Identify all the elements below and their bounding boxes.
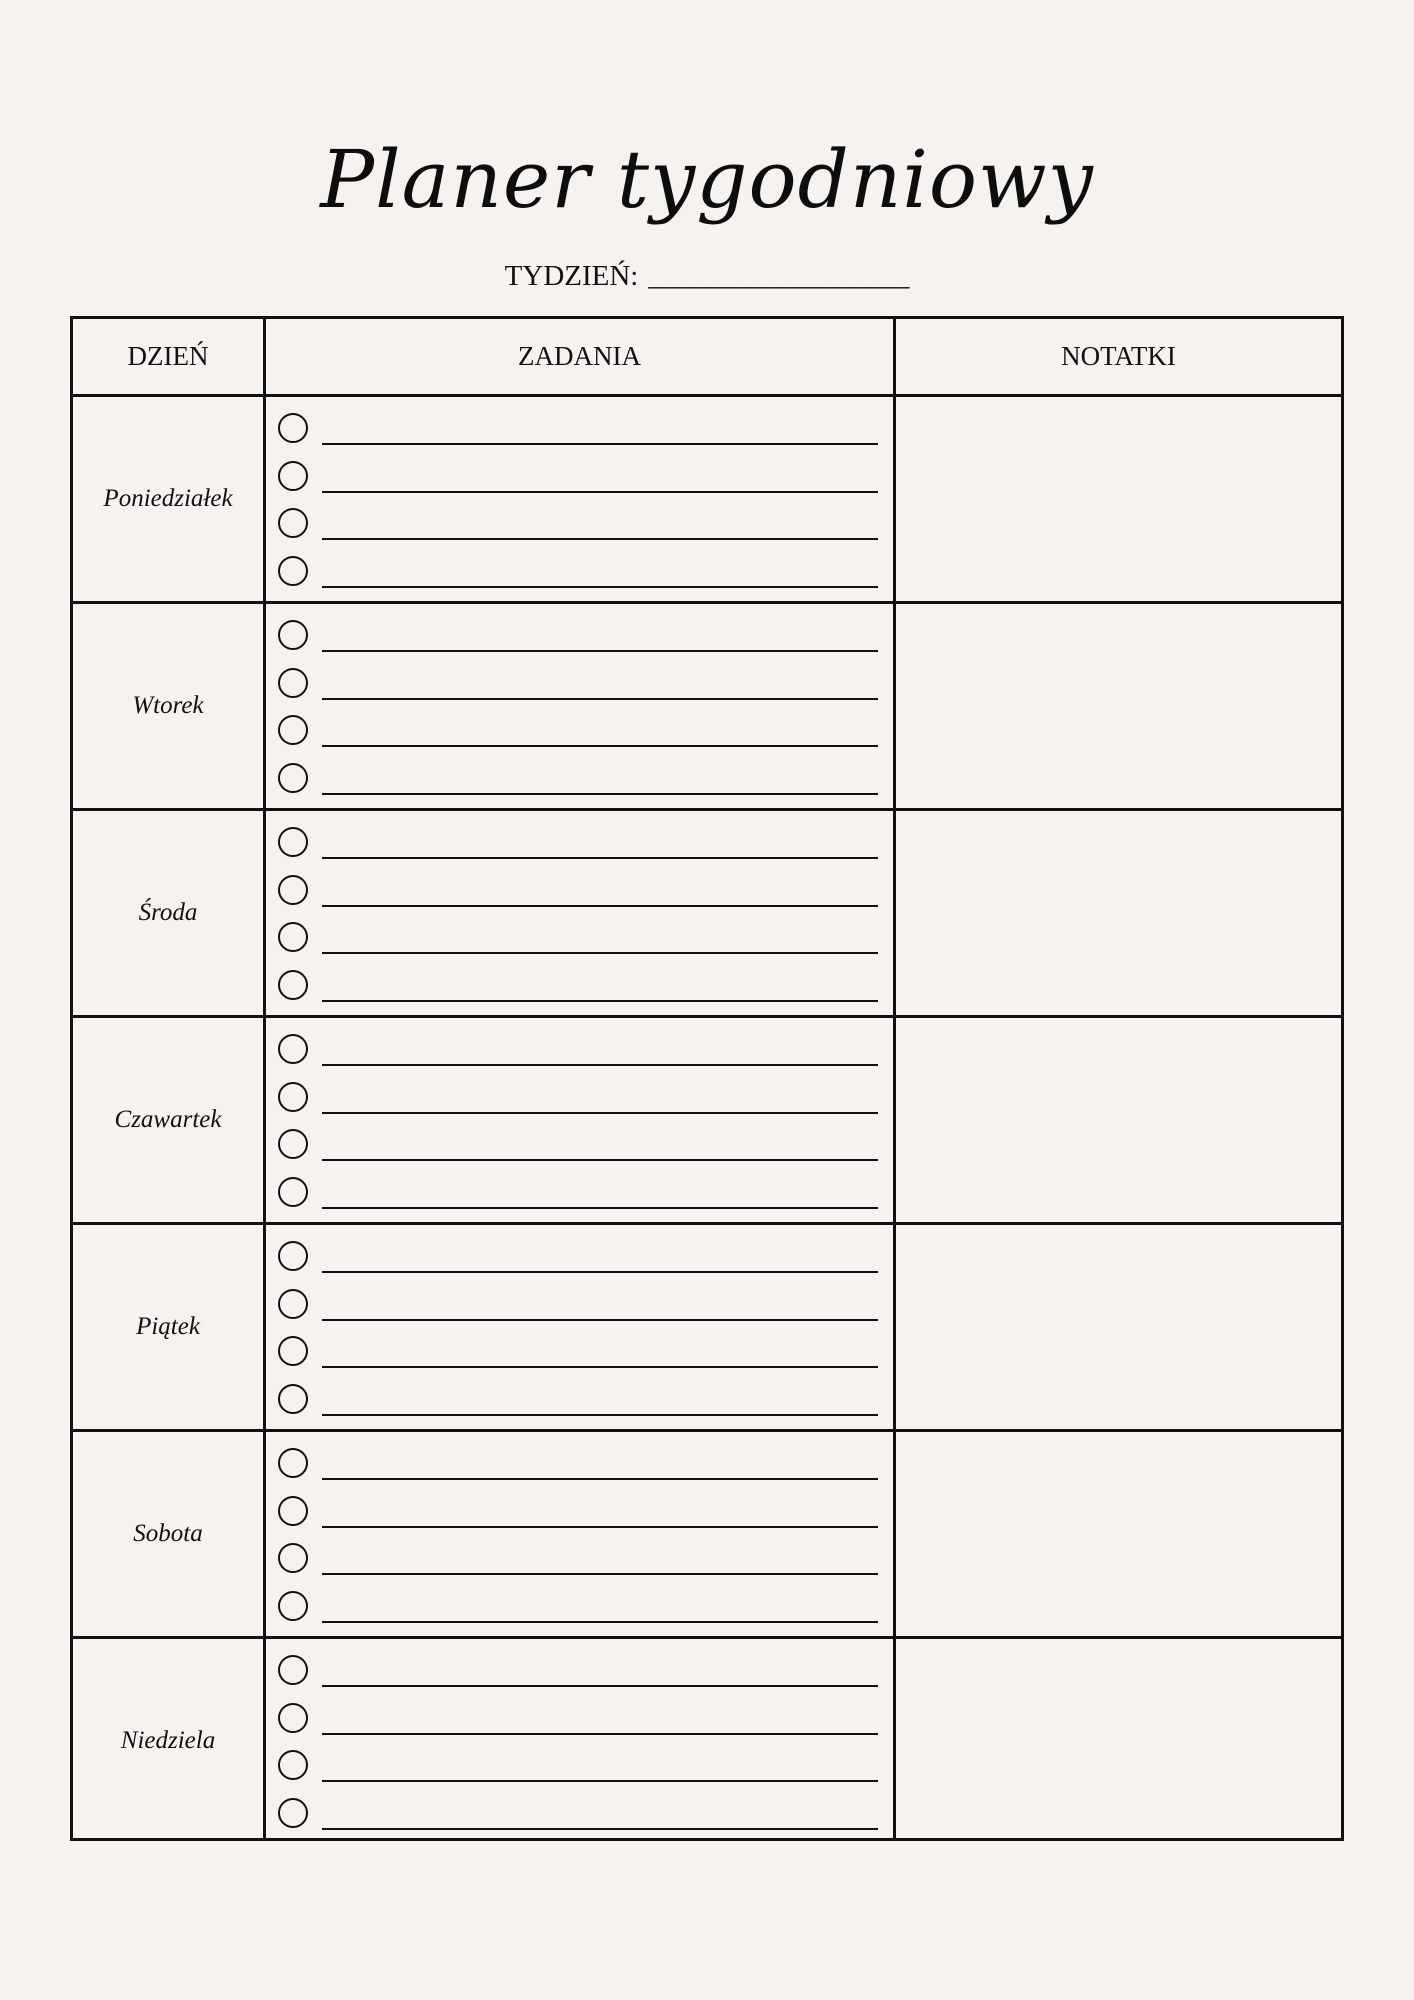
task-write-line[interactable] [322, 1621, 878, 1623]
task-checkbox[interactable] [278, 1177, 308, 1207]
task-checkbox[interactable] [278, 1241, 308, 1271]
notes-cell[interactable] [896, 1225, 1341, 1429]
task-checkbox[interactable] [278, 668, 308, 698]
task-checkbox[interactable] [278, 1496, 308, 1526]
task-write-line[interactable] [322, 1366, 878, 1368]
day-label: Sobota [133, 1520, 203, 1547]
task-item [278, 1281, 882, 1329]
task-write-line[interactable] [322, 1064, 878, 1066]
task-checkbox[interactable] [278, 461, 308, 491]
task-write-line[interactable] [322, 1828, 878, 1830]
task-item [278, 962, 882, 1010]
task-item [278, 405, 882, 453]
task-write-line[interactable] [322, 1780, 878, 1782]
task-checkbox[interactable] [278, 827, 308, 857]
task-checkbox[interactable] [278, 1655, 308, 1685]
week-field[interactable] [0, 256, 1414, 296]
notes-cell[interactable] [896, 1018, 1341, 1222]
task-checkbox[interactable] [278, 922, 308, 952]
day-label: Piątek [136, 1313, 200, 1340]
task-item [278, 1328, 882, 1376]
notes-cell[interactable] [896, 811, 1341, 1015]
task-item [278, 1233, 882, 1281]
task-item [278, 1647, 882, 1695]
weekly-planner-table [70, 316, 1344, 1841]
task-item [278, 819, 882, 867]
task-checkbox[interactable] [278, 556, 308, 586]
task-item [278, 1169, 882, 1217]
task-item [278, 1742, 882, 1790]
task-write-line[interactable] [322, 857, 878, 859]
task-checkbox[interactable] [278, 1082, 308, 1112]
task-write-line[interactable] [322, 1319, 878, 1321]
task-write-line[interactable] [322, 443, 878, 445]
week-blank-line[interactable]: __________________ [648, 260, 910, 292]
task-checkbox[interactable] [278, 620, 308, 650]
task-write-line[interactable] [322, 1271, 878, 1273]
task-item [278, 1026, 882, 1074]
header-tasks: ZADANIA [518, 341, 641, 371]
task-item [278, 1488, 882, 1536]
task-write-line[interactable] [322, 793, 878, 795]
task-write-line[interactable] [322, 538, 878, 540]
task-checkbox[interactable] [278, 763, 308, 793]
task-checkbox[interactable] [278, 1798, 308, 1828]
week-label: TYDZIEŃ: [504, 260, 639, 292]
task-checkbox[interactable] [278, 1336, 308, 1366]
page-title: Planer tygodniowy [320, 133, 1094, 226]
task-checkbox[interactable] [278, 1129, 308, 1159]
task-write-line[interactable] [322, 586, 878, 588]
task-checkbox[interactable] [278, 1384, 308, 1414]
task-write-line[interactable] [322, 650, 878, 652]
notes-cell[interactable] [896, 1639, 1341, 1843]
task-write-line[interactable] [322, 1526, 878, 1528]
task-item [278, 500, 882, 548]
day-label: Wtorek [132, 692, 204, 719]
task-checkbox[interactable] [278, 1591, 308, 1621]
task-item [278, 1583, 882, 1631]
task-item [278, 1440, 882, 1488]
task-write-line[interactable] [322, 745, 878, 747]
task-item [278, 1535, 882, 1583]
task-item [278, 1695, 882, 1743]
task-item [278, 914, 882, 962]
task-write-line[interactable] [322, 1414, 878, 1416]
task-checkbox[interactable] [278, 1448, 308, 1478]
task-write-line[interactable] [322, 952, 878, 954]
task-write-line[interactable] [322, 1733, 878, 1735]
task-write-line[interactable] [322, 1159, 878, 1161]
task-item [278, 1790, 882, 1838]
task-checkbox[interactable] [278, 413, 308, 443]
task-write-line[interactable] [322, 1478, 878, 1480]
task-item [278, 612, 882, 660]
notes-cell[interactable] [896, 397, 1341, 601]
task-item [278, 453, 882, 501]
task-write-line[interactable] [322, 1112, 878, 1114]
day-label: Niedziela [120, 1727, 216, 1754]
task-checkbox[interactable] [278, 715, 308, 745]
task-write-line[interactable] [322, 1685, 878, 1687]
task-checkbox[interactable] [278, 875, 308, 905]
header-day: DZIEŃ [127, 341, 209, 371]
column-divider-day [263, 319, 266, 1838]
task-checkbox[interactable] [278, 1703, 308, 1733]
task-write-line[interactable] [322, 1207, 878, 1209]
header-notes: NOTATKI [1061, 341, 1176, 371]
task-item [278, 548, 882, 596]
task-write-line[interactable] [322, 905, 878, 907]
task-write-line[interactable] [322, 1000, 878, 1002]
task-write-line[interactable] [322, 491, 878, 493]
task-item [278, 1376, 882, 1424]
task-checkbox[interactable] [278, 508, 308, 538]
task-item [278, 755, 882, 803]
task-checkbox[interactable] [278, 1289, 308, 1319]
task-checkbox[interactable] [278, 970, 308, 1000]
task-checkbox[interactable] [278, 1543, 308, 1573]
task-checkbox[interactable] [278, 1750, 308, 1780]
task-item [278, 1121, 882, 1169]
task-write-line[interactable] [322, 698, 878, 700]
task-item [278, 867, 882, 915]
task-write-line[interactable] [322, 1573, 878, 1575]
day-label: Środa [138, 899, 198, 926]
notes-cell[interactable] [896, 604, 1341, 808]
notes-cell[interactable] [896, 1432, 1341, 1636]
task-checkbox[interactable] [278, 1034, 308, 1064]
task-item [278, 1074, 882, 1122]
day-label: Poniedziałek [103, 485, 233, 512]
task-item [278, 660, 882, 708]
day-label: Czawartek [114, 1106, 222, 1133]
task-item [278, 707, 882, 755]
